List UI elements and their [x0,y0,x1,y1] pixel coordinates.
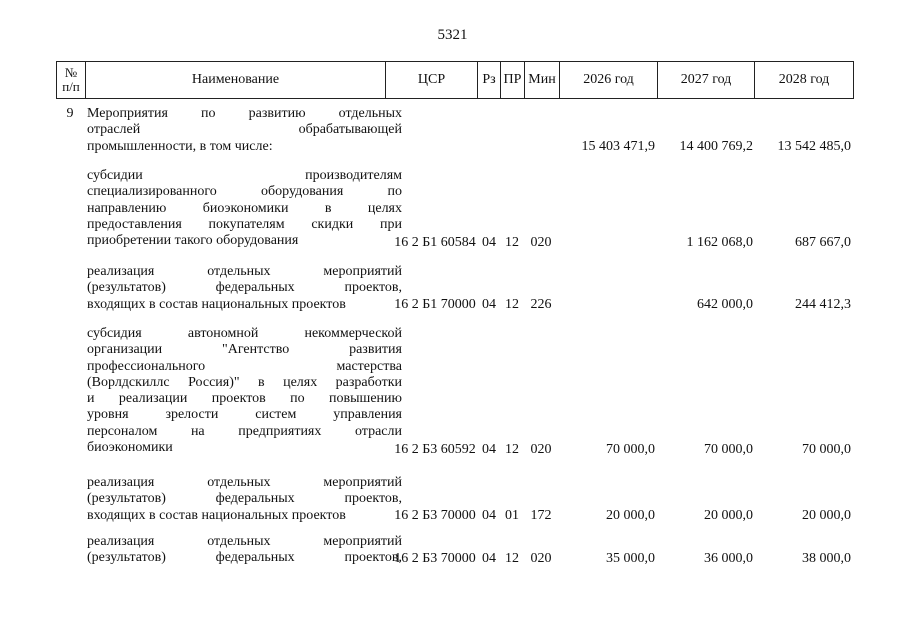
name-line: (результатов) федеральных проектов, [87,491,402,507]
name-line: реализация отдельных мероприятий [87,264,402,279]
name-line: реализация отдельных мероприятий [87,534,402,549]
value-2027: 642 000,0 [697,296,753,312]
name-line: уровня зрелости систем управления [87,407,402,423]
page-number: 5321 [437,27,468,43]
header-2026: 2026 год [560,62,658,98]
header-num-label: № п/п [62,65,80,94]
row-name [87,534,402,567]
value-2026: 70 000,0 [606,441,655,457]
header-2027: 2027 год [658,62,755,98]
min-code: 020 [530,550,552,566]
row-name [87,326,402,456]
rz-code: 04 [482,296,496,312]
name-line: (результатов) федеральных проектов, [87,550,402,566]
name-line: организации "Агентство развития [87,342,402,358]
min-code: 226 [530,296,552,312]
rz-code: 04 [482,441,496,457]
pr-code: 12 [505,441,519,457]
name-line: направлению биоэкономики в целях [87,200,402,216]
header-2028: 2028 год [778,72,830,87]
name-line: входящих в состав национальных проектов [87,507,346,523]
row-number: 9 [66,106,74,121]
table-row [56,326,854,458]
csr-code: 16 2 Б3 60592 [394,441,476,457]
csr-code: 16 2 Б3 70000 [394,507,476,523]
name-line: и реализации проектов по повышению [87,391,402,407]
value-2027: 14 400 769,2 [679,138,753,154]
value-2028: 38 000,0 [802,550,851,566]
row-name [87,168,402,249]
table-row [56,534,854,567]
rz-code: 04 [482,234,496,250]
name-line: биоэкономики [87,440,173,456]
table-row [56,264,854,313]
value-2028: 687 667,0 [795,234,851,250]
name-line: предоставления покупателям скидки при [87,216,402,232]
value-2027: 70 000,0 [704,441,753,457]
value-2027: 36 000,0 [704,550,753,566]
value-2026: 15 403 471,9 [581,138,655,154]
name-line: приобретении такого оборудования [87,233,299,249]
min-code: 020 [530,441,552,457]
header-min: Мин [525,62,560,98]
header-name: Наименование [86,62,386,98]
table-row [56,168,854,251]
value-2028: 13 542 485,0 [777,138,851,154]
value-2026: 35 000,0 [606,550,655,566]
row-name [87,475,402,524]
value-2028: 70 000,0 [802,441,851,457]
name-line: специализированного оборудования по [87,184,402,200]
name-line: Мероприятия по развитию отдельных [87,106,402,121]
pr-code: 12 [505,296,519,312]
rz-code: 04 [482,507,496,523]
value-2027: 1 162 068,0 [686,234,753,250]
name-line: субсидии производителям [87,168,402,183]
header-num [57,62,86,98]
csr-code: 16 2 Б1 60584 [394,234,476,250]
min-code: 020 [530,234,552,250]
row-name [87,264,402,313]
csr-code: 16 2 Б3 70000 [394,550,476,566]
header-csr: ЦСР [386,62,478,98]
csr-code: 16 2 Б1 70000 [394,296,476,312]
pr-code: 01 [505,507,519,523]
name-line: (результатов) федеральных проектов, [87,280,402,296]
table-row [56,106,854,155]
rz-code: 04 [482,550,496,566]
name-line: субсидия автономной некоммерческой [87,326,402,341]
pr-code: 12 [505,550,519,566]
name-line: персоналом на предприятиях отрасли [87,423,402,439]
row-name [87,106,402,155]
value-2028: 244 412,3 [795,296,851,312]
header-pr: ПР [501,62,525,98]
header-rz: Рз [478,62,501,98]
name-line: (Ворлдскиллс Россия)" в целях разработки [87,374,402,390]
value-2026: 20 000,0 [606,507,655,523]
value-2027: 20 000,0 [704,507,753,523]
name-line: реализация отдельных мероприятий [87,475,402,490]
name-line: входящих в состав национальных проектов [87,296,346,312]
name-line: отраслей обрабатывающей [87,122,402,138]
name-line: профессионального мастерства [87,358,402,374]
value-2028: 20 000,0 [802,507,851,523]
min-code: 172 [530,507,552,523]
name-line: промышленности, в том числе: [87,138,273,154]
table-row [56,475,854,524]
table-header [56,61,854,99]
pr-code: 12 [505,234,519,250]
